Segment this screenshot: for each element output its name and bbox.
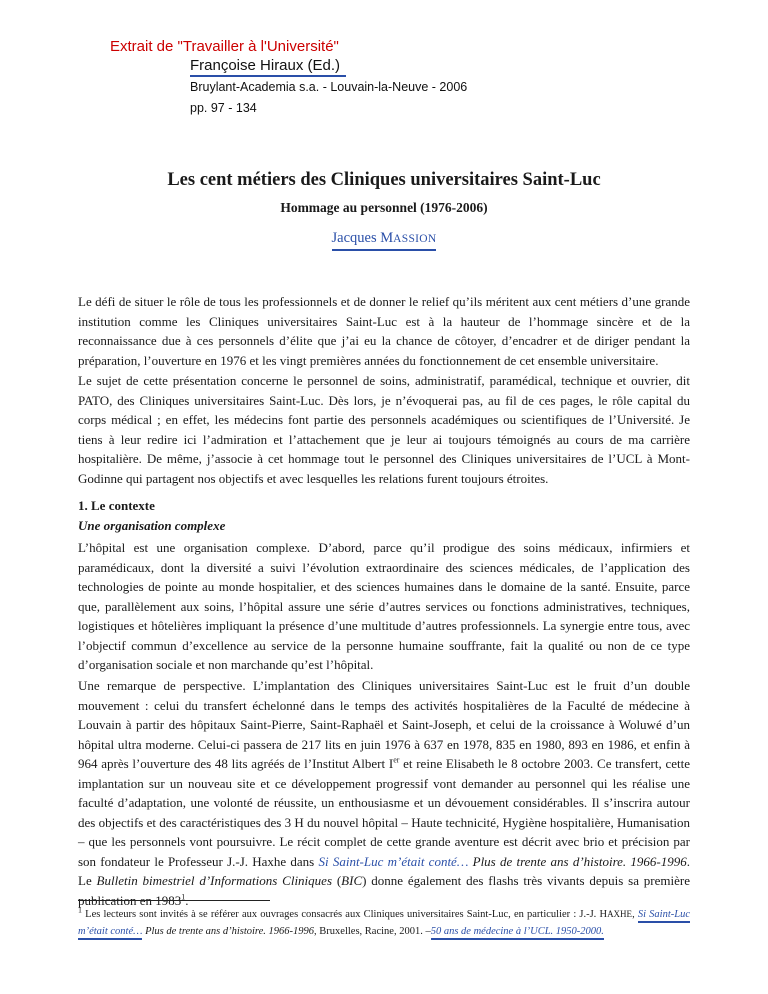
author-first: Jacques M — [331, 230, 394, 246]
footnote-text-b: , — [632, 909, 635, 920]
article-subtitle: Hommage au personnel (1976-2006) — [280, 200, 488, 215]
footnote — [78, 906, 690, 940]
p4-superscript: er — [393, 755, 400, 765]
footnote-text-a: Les lecteurs sont invités à se référer aux ouvrages consacrés aux Cliniques universitaires Saint-Luc, en particulier : J.-J. H — [82, 909, 608, 920]
book-subtitle: Plus de trente ans d’histoire. 1966-1996 — [468, 853, 687, 869]
p4-text-e: ) donne également des flashs très vivants depuis sa première publication en 1983 — [78, 873, 690, 908]
bulletin-title: Bulletin bimestriel d’Informations Cliniques — [96, 873, 333, 888]
paragraph-4 — [78, 676, 690, 910]
author-wrap — [0, 230, 768, 251]
article-title: Les cent métiers des Cliniques universitaires Saint-Luc — [167, 170, 601, 190]
footnote-book-rest: Plus de trente ans d’histoire. 1966-1996 — [142, 926, 315, 937]
extract-line — [110, 38, 339, 55]
p4-text-b: et reine Elisabeth le 8 octobre 2003. Ce transfert, cette implantation sur un nouveau site et ce développement progressif vont demander au personnel qui les réalise une faculté d’adaptation, une volonté de réussite, un enthousiasme et un dévouement considérables. Il s’inscrira autour des objectifs et des caractéristiques des 3 H du nouvel hôpital – Haute technicité, Hygiène hospitalière, Humanisation – que les personnels vont poursuivre. Le récit complet de cette grande aventure est décrit avec brio et précision par son fondateur le Professeur J.-J. Haxhe dans — [78, 756, 690, 869]
footnote-book-link[interactable]: Si Saint-Luc m’était conté… — [78, 909, 690, 940]
footnote-text-c: , Bruxelles, Racine, 2001. – — [314, 926, 431, 937]
paragraph-2: Le sujet de cette présentation concerne le personnel de soins, administratif, paramédical, technique et ouvrier, dit PATO, des Cliniques universitaires Saint-Luc. Dès lors, je n’évoquerai pas, au fil de ces pages, le rôle capital du corps médical ; en effet, les médecins font partie des personnels académiques ou scientifiques de l’Université. Je tiens à leur redire ici l’admiration et l’attachement que je leur ai toujours témoignés au cours de ma carrière hospitalière. De même, j’associe à cet hommage tout le personnel des Cliniques universitaires de l’UCL à Mont-Godinne qui partagent nos objectifs et avec lesquelles les relations furent toujours étroites. — [78, 373, 690, 486]
footnote-ref[interactable]: 1 — [181, 892, 186, 902]
footnote-book2-link[interactable]: 50 ans de médecine à l’UCL. 1950-2000. — [431, 926, 604, 940]
p4-text-d: ( — [332, 873, 342, 888]
paragraph-3: L’hôpital est une organisation complexe. D’abord, parce qu’il prodigue des soins médicaux, infirmiers et paramédicaux, dont la diversité a suivi l’évolution extraordinaire des sciences médicales, de l’application des technologies de pointe au monde hospitalier, et des sciences humaines dans le domaine de la santé. Ensuite, parce que, parallèlement aux soins, l’hôpital assure une série d’autres services ou fonctions administratives, techniques, logistiques et hôtelières impliquant la présence d’une multitude d’autres professionnels. La synergie entre tous, avec l’objectif commun d’excellence au service de la personne humaine souffrante, fait la qualité ou non de ce type d’organisation sociale et non marchande qu’est l’hôpital. — [78, 540, 690, 672]
p4-end: . — [185, 892, 189, 908]
p4-text-c: . Le — [78, 853, 690, 888]
editor-line: Françoise Hiraux (Ed.) — [190, 57, 346, 77]
extract-prefix: Extrait de — [110, 38, 178, 55]
book-title-link[interactable]: "Travailler à l'Université" — [177, 38, 339, 55]
p4-text-a: Une remarque de perspective. L’implantation des Cliniques universitaires Saint-Luc est le fruit d’un double mouvement : celui du transfert échelonné dans le temps des activités hospitalières de la Faculté de médecine à Louvain à partir des hôpitaux Saint-Pierre, Saint-Raphaël et Saint-Joseph, et celui de la croissance à Woluwé d’un hôpital ultra moderne. Celui-ci passera de 217 lits en juin 1976 à 637 en 1978, 835 en 1980, 893 en 1986, et enfin à 964 après l’ouverture des 48 lits agréés de l’Institut Albert I — [78, 678, 690, 771]
publisher-line: Bruylant-Academia s.a. - Louvain-la-Neuve - 2006 — [190, 80, 468, 94]
section-heading: 1. Le contexte — [78, 498, 155, 513]
footnote-author-sc: AXHE — [607, 909, 633, 919]
book-link[interactable]: Si Saint-Luc m’était conté… — [318, 853, 469, 869]
author-link[interactable] — [332, 230, 437, 251]
footnote-divider — [78, 900, 270, 901]
author-last: ASSION — [393, 233, 437, 245]
footnote-number: 1 — [78, 905, 82, 915]
paragraph-1: Le défi de situer le rôle de tous les professionnels et de donner le relief qu’ils méritent aux cent métiers d’une grande institution comme les Cliniques universitaires Saint-Luc est à la hauteur de l’hommage sincère et de la reconnaissance due à ces personnels d’élite que j’ai eu la chance de côtoyer, d’encadrer et de diriger pendant la préparation, l’ouverture en 1976 et les vingt premières années du fonctionnement de cet ensemble universitaire. — [78, 294, 690, 368]
subsection-heading: Une organisation complexe — [78, 518, 226, 533]
pages-line: pp. 97 - 134 — [190, 101, 257, 115]
bulletin-abbr: BIC — [341, 873, 363, 888]
